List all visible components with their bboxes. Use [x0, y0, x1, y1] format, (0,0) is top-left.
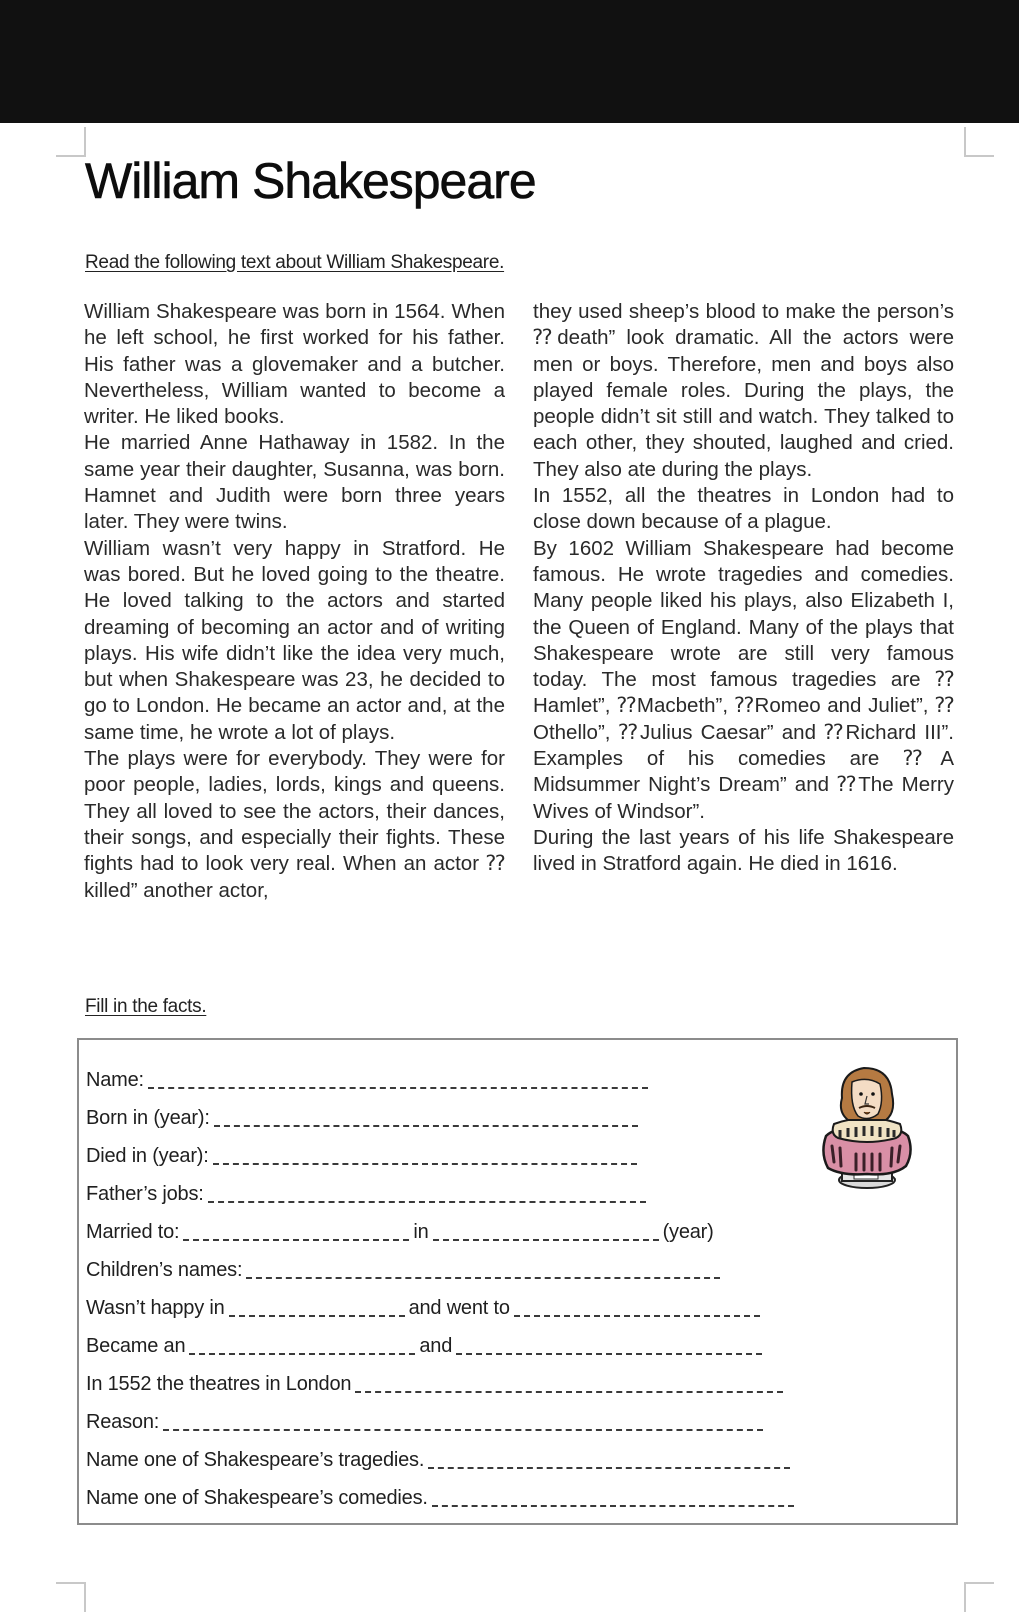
fact-row [86, 1472, 798, 1510]
fact-row [86, 1130, 798, 1168]
fact-row [86, 1168, 798, 1206]
fact-label: Died in (year): [86, 1145, 209, 1167]
reading-column-right [533, 299, 954, 904]
fact-label: Married to: [86, 1221, 180, 1243]
fill-in-blank[interactable] [183, 1221, 409, 1241]
fact-row [86, 1206, 798, 1244]
fill-in-blank[interactable] [433, 1221, 659, 1241]
fact-label: Became an [86, 1335, 186, 1357]
crop-mark-bottom-left [56, 1582, 86, 1612]
fact-row [86, 1282, 798, 1320]
read-instruction: Read the following text about William Shakespeare. [85, 252, 505, 273]
fact-row [86, 1396, 798, 1434]
fill-in-blank[interactable] [189, 1335, 415, 1355]
fact-row [86, 1054, 798, 1092]
fact-label: Name one of Shakespeare’s comedies. [86, 1487, 428, 1509]
fact-label: in [413, 1221, 429, 1243]
fill-instruction: Fill in the facts. [85, 996, 207, 1017]
fill-in-blank[interactable] [428, 1449, 790, 1469]
reading-column-left [84, 299, 505, 904]
fact-label: (year) [662, 1221, 714, 1243]
fill-in-blank[interactable] [163, 1411, 763, 1431]
fact-row [86, 1092, 798, 1130]
fact-label: and went to [408, 1297, 510, 1319]
paragraph: During the last years of his life Shakespeare lived in Stratford again. He died in 1616. [533, 825, 954, 876]
fact-row [86, 1358, 798, 1396]
fill-in-blank[interactable] [456, 1335, 762, 1355]
crop-mark-bottom-right [964, 1582, 994, 1612]
fact-label: In 1552 the theatres in London [86, 1373, 352, 1395]
fact-label: Wasn’t happy in [86, 1297, 225, 1319]
fact-label: Name: [86, 1069, 144, 1091]
fact-row [86, 1320, 798, 1358]
page-title: William Shakespeare [85, 153, 536, 209]
fact-label: Father’s jobs: [86, 1183, 204, 1205]
fill-in-blank[interactable] [432, 1487, 794, 1507]
fact-row [86, 1434, 798, 1472]
facts-list [86, 1054, 798, 1510]
reading-text [84, 299, 954, 904]
fill-in-blank[interactable] [246, 1259, 720, 1279]
paragraph: The plays were for everybody. They were for poor people, ladies, lords, kings and queens. They all loved to see the actors, their dances, their songs, and especially their fights. These fights had to look very real. When an actor ⁇killed” another actor, [84, 747, 505, 902]
fact-label: Born in (year): [86, 1107, 210, 1129]
fill-in-blank[interactable] [229, 1297, 405, 1317]
fill-in-blank[interactable] [213, 1145, 637, 1165]
crop-mark-top-left [56, 127, 86, 157]
paragraph: He married Anne Hathaway in 1582. In the same year their daughter, Susanna, was born. Hamnet and Judith were born three years later. They were twins. [84, 431, 505, 534]
shakespeare-portrait-icon [812, 1058, 918, 1193]
fill-in-blank[interactable] [355, 1373, 783, 1393]
fact-label: Reason: [86, 1411, 160, 1433]
fact-label: and [419, 1335, 453, 1357]
crop-mark-top-right [964, 127, 994, 157]
facts-form-box [77, 1038, 958, 1525]
paragraph: By 1602 William Shakespeare had become famous. He wrote tragedies and comedies. Many people liked his plays, also Elizabeth I, the Queen of England. Many of the plays that Shakespeare wrote are still very famous today. The most famous tragedies are ⁇Hamlet”, ⁇Macbeth”, ⁇Romeo and Juliet”, ⁇Othello”, ⁇Julius Caesar” and ⁇Richard III”. Examples of his comedies are ⁇A Midsummer Night’s Dream” and ⁇The Merry Wives of Windsor”. [533, 536, 954, 823]
viewer-top-bar [0, 0, 1019, 123]
fact-label: Children’s names: [86, 1259, 243, 1281]
fact-label: Name one of Shakespeare’s tragedies. [86, 1449, 425, 1471]
fill-in-blank[interactable] [148, 1069, 648, 1089]
paragraph: William Shakespeare was born in 1564. When he left school, he first worked for his father. His father was a glovemaker and a butcher. Nevertheless, William wanted to become a writer. He liked books. [84, 300, 505, 429]
fill-in-blank[interactable] [208, 1183, 646, 1203]
fill-in-blank[interactable] [514, 1297, 760, 1317]
paragraph: In 1552, all the theatres in London had to close down because of a plague. [533, 484, 954, 534]
fill-in-blank[interactable] [214, 1107, 638, 1127]
fact-row [86, 1244, 798, 1282]
paragraph: they used sheep’s blood to make the person’s ⁇death” look dramatic. All the actors were men or boys. Therefore, men and boys also played female roles. During the plays, the people didn’t sit still and watch. They talked to each other, they shouted, laughed and cried. They also ate during the plays. [533, 300, 954, 481]
paragraph: William wasn’t very happy in Stratford. He was bored. But he loved going to the theatre. He loved talking to the actors and started dreaming of becoming an actor and of writing plays. His wife didn’t like the idea very much, but when Shakespeare was 23, he decided to go to London. He became an actor and, at the same time, he wrote a lot of plays. [84, 536, 505, 744]
